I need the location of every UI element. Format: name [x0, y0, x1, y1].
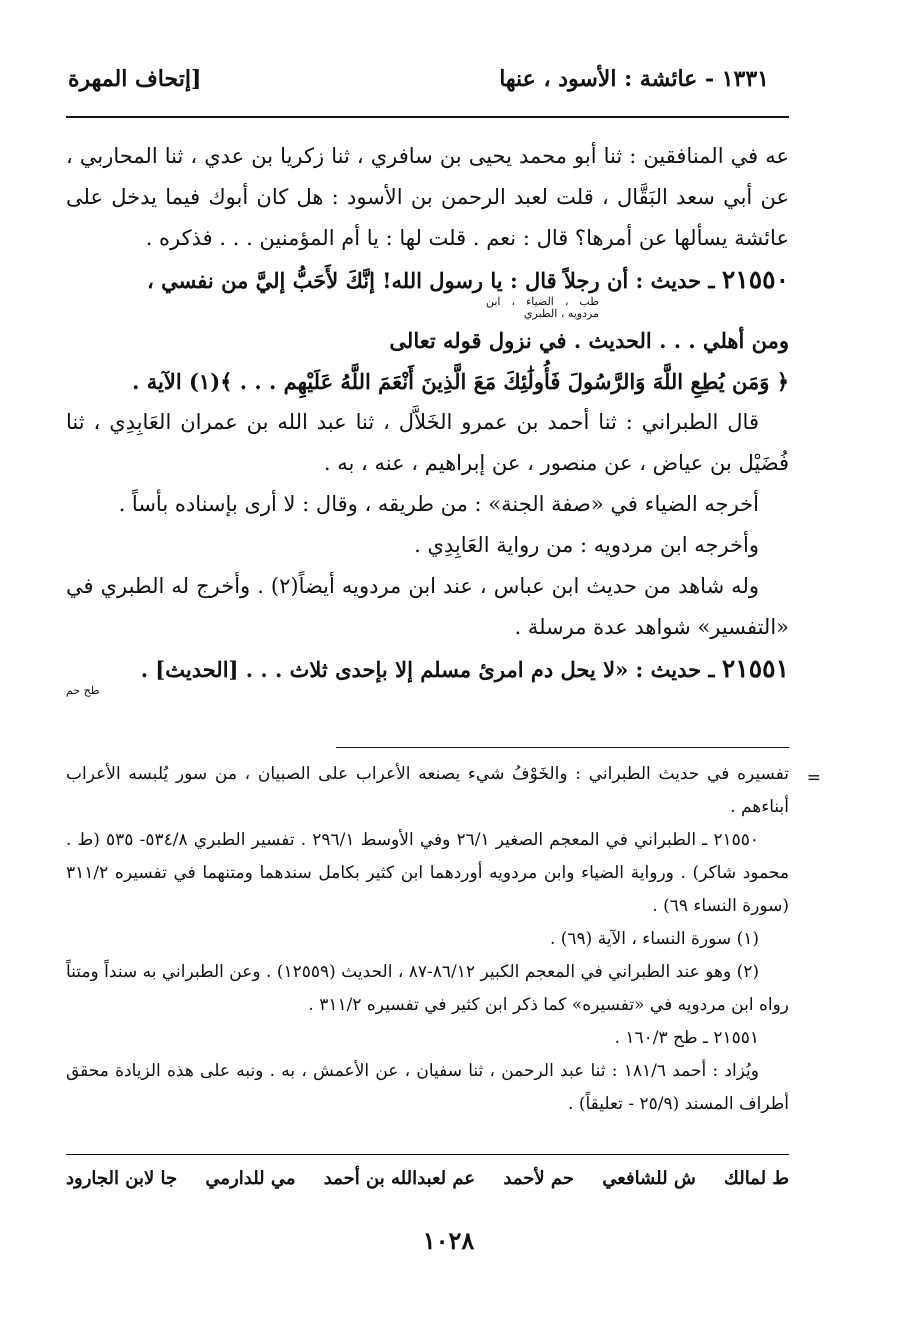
abbreviation-item: جا لابن الجارود [66, 1168, 178, 1189]
footnote-addition: ويُزاد : أحمد ١٨١/٦ : ثنا عبد الرحمن ، ثنا سفيان ، عن الأعمش ، به . ونبه على هذه الزيادة محقق أطراف المسند (٢٥/٩ - تعليقاً) . [66, 1061, 789, 1114]
footnote-rule [336, 747, 789, 748]
hadith-21551 [66, 648, 789, 691]
abbreviation-item: ش للشافعي [602, 1168, 696, 1189]
abbreviations-rule [66, 1154, 789, 1155]
abbreviation-item: مي للدارمي [205, 1168, 296, 1189]
continuation-mark: = [806, 768, 821, 788]
source-codes: طب ، الضياء ، ابن مردويه ، الطبري [486, 295, 599, 320]
hadith-text-continued: ومن أهلي . . . الحديث . في نزول قوله تعالى [389, 328, 789, 353]
hadith-21550 [66, 259, 789, 302]
hadith-text: ـ حديث : «لا يحل دم امرئ مسلم إلا بإحدى ثلاث . . . [الحديث] . [140, 657, 722, 682]
quran-verse: ﴿ وَمَن يُطِعِ اللَّهَ وَالرَّسُولَ فَأُولَٰئِكَ مَعَ الَّذِينَ أَنْعَمَ اللَّهُ عَلَيْهِم . . . ﴾(١) الآية . [132, 369, 789, 394]
hadith-number: ٢١٥٥١ [721, 654, 789, 683]
footnote-1: (١) سورة النساء ، الآية (٦٩) . [549, 929, 759, 949]
abbreviation-item: ط لمالك [724, 1168, 789, 1189]
abbreviation-item: حم لأحمد [503, 1168, 575, 1189]
abbreviation-item: عم لعبدالله بن أحمد [323, 1168, 476, 1189]
paragraph-tabarani: قال الطبراني : ثنا أحمد بن عمرو الخَلاَّل ، ثنا عبد الله بن عمران العَابِدِي ، ثنا فُضَيْل بن عياض ، عن منصور ، عن إبراهيم ، عنه ، به . [66, 410, 789, 475]
paragraph-mardawayh: وأخرجه ابن مردويه : من رواية العَابِدِي . [414, 533, 759, 557]
footnotes [66, 758, 821, 1121]
paragraph-shahid: وله شاهد من حديث ابن عباس ، عند ابن مردويه أيضاً(٢) . وأخرج له الطبري في «التفسير» شواهد عدة مرسلة . [66, 574, 789, 639]
footnote-21551: ٢١٥٥١ ـ طح ١٦٠/٣ . [614, 1028, 759, 1048]
page-number: ١٠٢٨ [422, 1226, 475, 1255]
paragraph-diya: أخرجه الضياء في «صفة الجنة» : من طريقه ، وقال : لا أرى بإسناده بأساً . [118, 492, 759, 516]
main-text [66, 136, 789, 697]
paragraph-continuation: عه في المنافقين : ثنا أبو محمد يحيى بن سافري ، ثنا زكريا بن عدي ، ثنا المحاربي ، عن أبي سعد البَقَّال ، قلت لعبد الرحمن بن الأسود : هل كان أبوك فيما يدخل على عائشة يسألها عن أمرها؟ قال : نعم . قلت لها : يا أم المؤمنين . . . فذكره . [66, 144, 789, 250]
running-header-chapter: ١٣٣١ - عائشة : الأسود ، عنها [499, 66, 769, 92]
footnote-continued: تفسيره في حديث الطبراني : والخَوْفُ شيء يصنعه الأعراب على الصبيان ، من سور يُلبسه الأعراب أبناءهم . [66, 764, 789, 817]
hadith-number: ٢١٥٥٠ [721, 265, 789, 294]
abbreviations-key [66, 1168, 789, 1189]
source-codes: طح حم [66, 684, 100, 697]
footnote-2: (٢) وهو عند الطبراني في المعجم الكبير ٨٦/١٢-٨٧ ، الحديث (١٢٥٥٩) . وعن الطبراني به سنداً ومتناً رواه ابن مردويه في «تفسيره» كما ذكر ابن كثير في تفسيره ٣١١/٢ . [66, 962, 789, 1015]
hadith-text: ـ حديث : أن رجلاً قال : يا رسول الله! إنَّكَ لأَحَبُّ إليَّ من نفسي ، [146, 268, 722, 293]
footnote-21550: ٢١٥٥٠ ـ الطبراني في المعجم الصغير ٢٦/١ وفي الأوسط ٢٩٦/١ . تفسير الطبري ٥٣٤/٨- ٥٣٥ (ط . محمود شاكر) . ورواية الضياء وابن مردويه أوردهما ابن كثير بكامل سندهما ومتنهما في تفسيره ٣١١/٢ (سورة النساء ٦٩) . [66, 830, 789, 916]
running-header-book: [إتحاف المهرة [68, 66, 202, 92]
header-rule [66, 116, 789, 118]
